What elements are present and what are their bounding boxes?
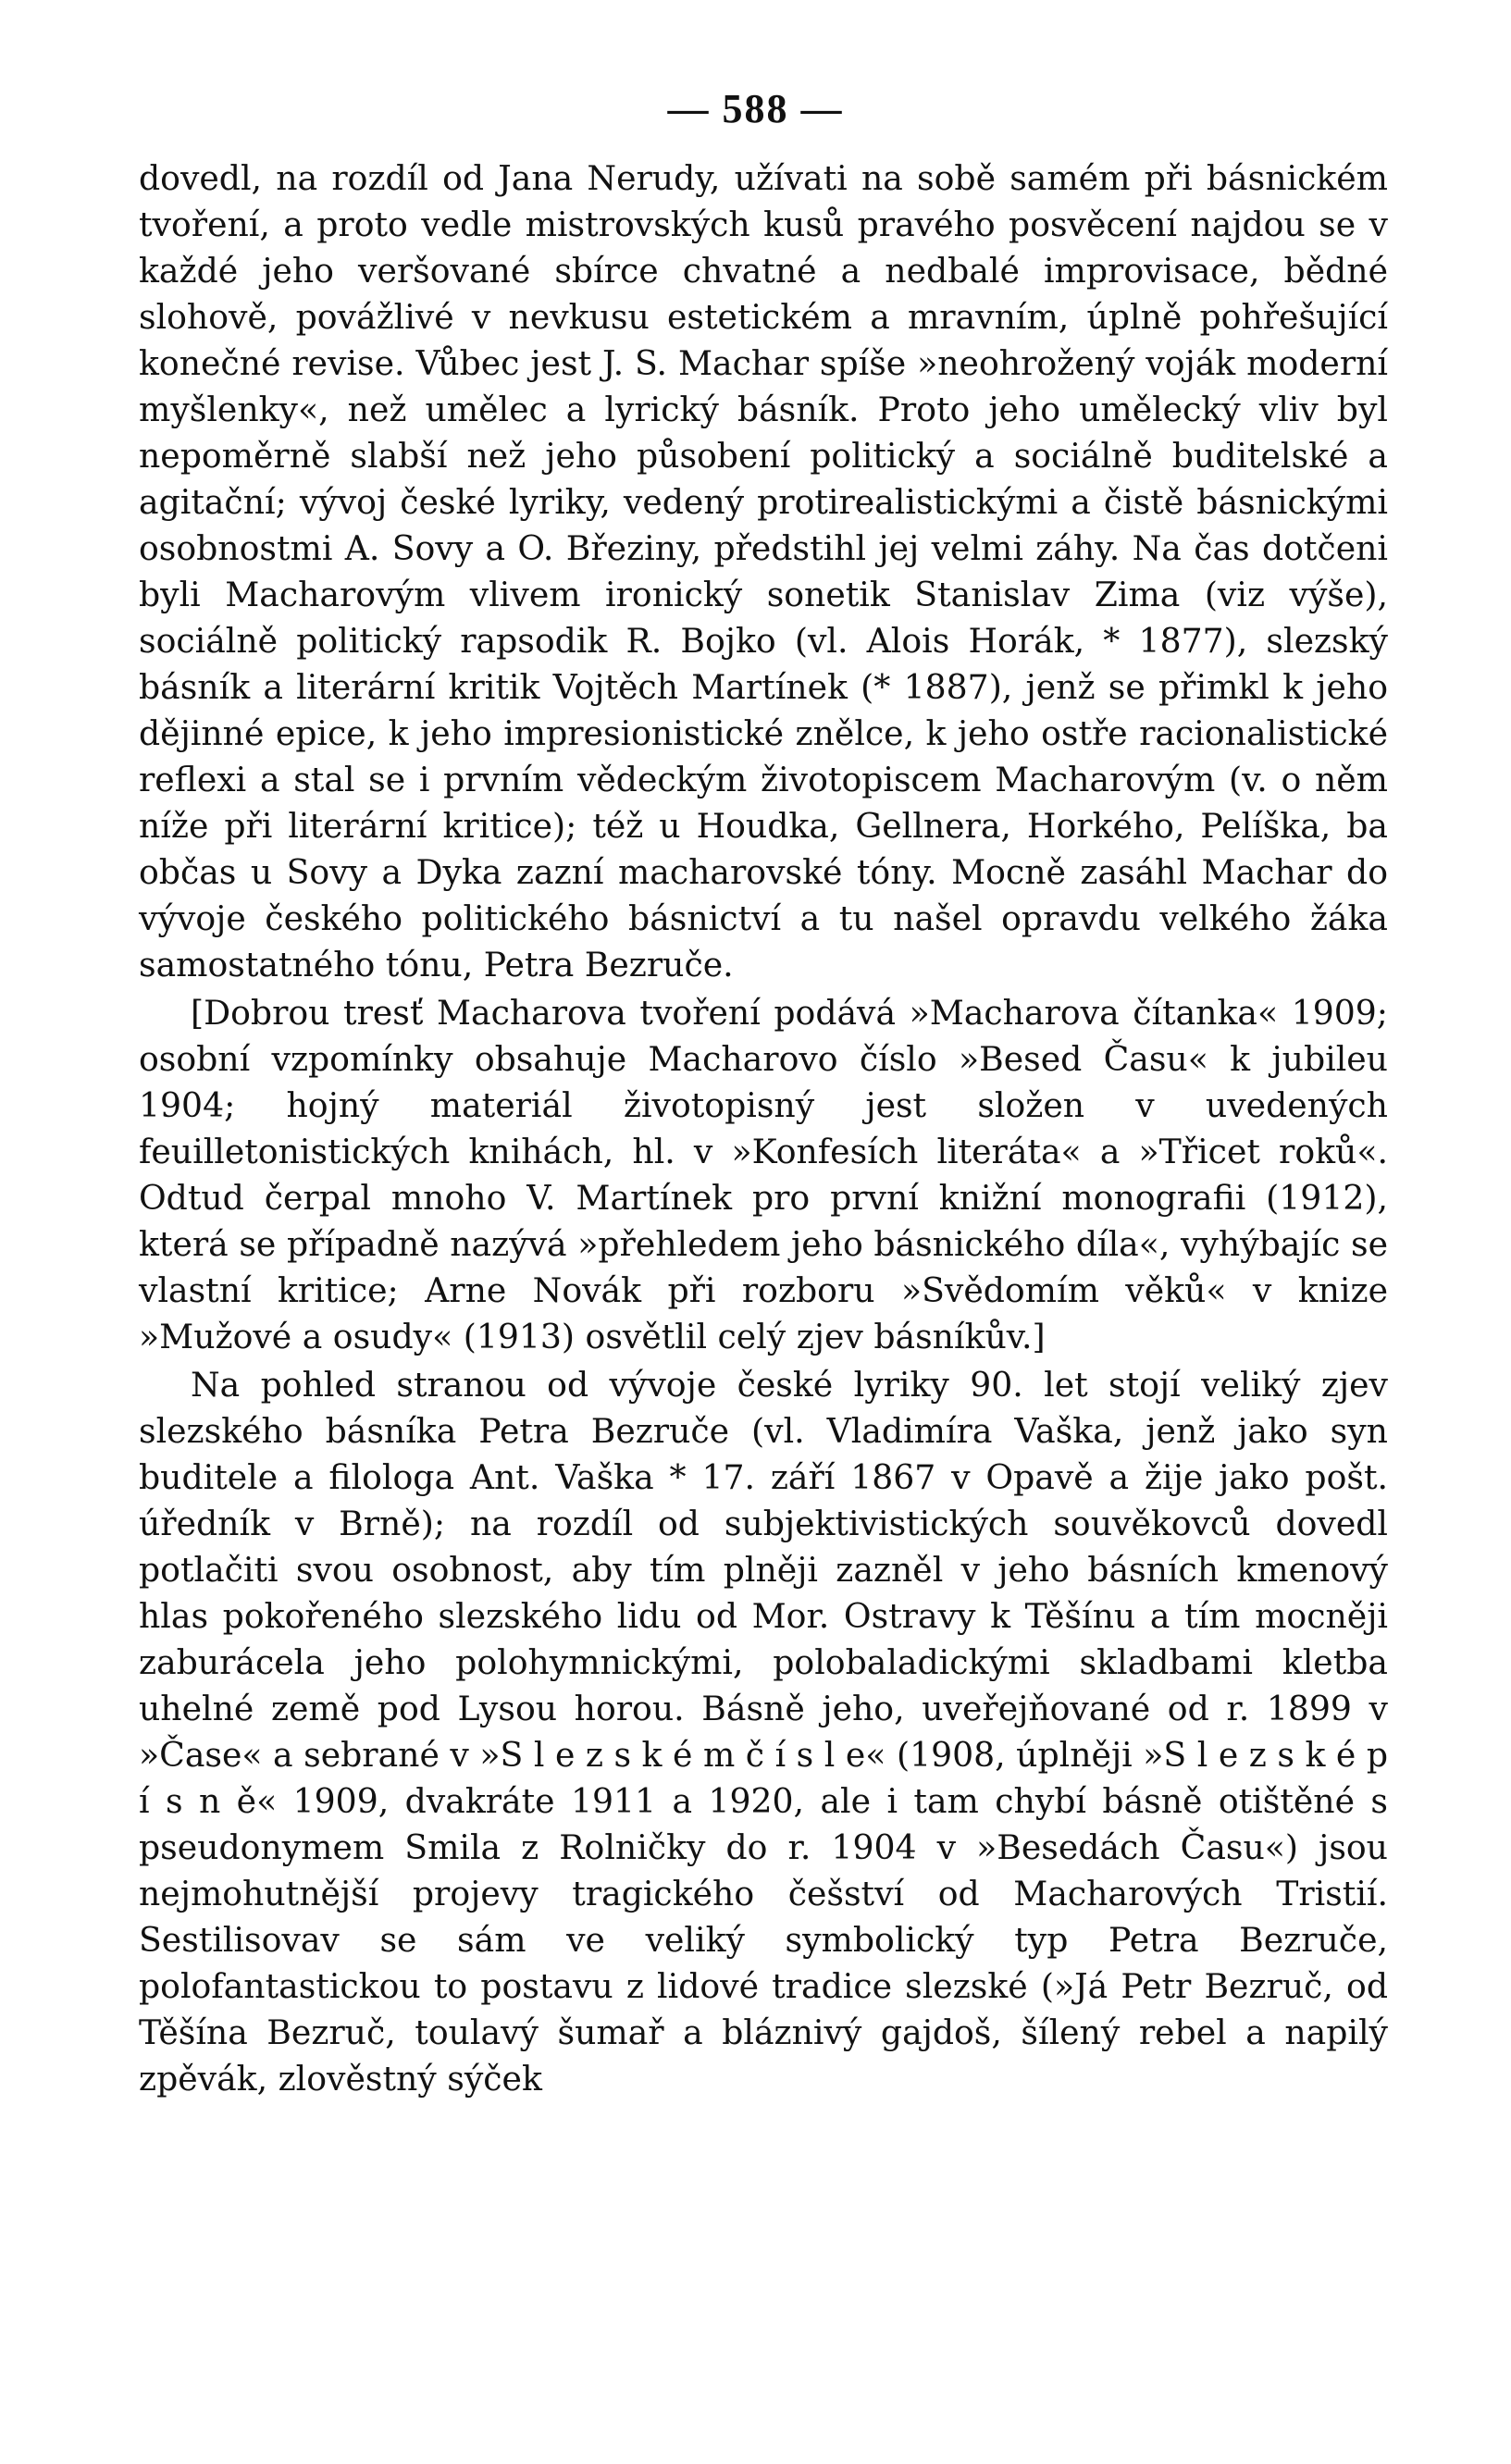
- page-number: — 588 —: [667, 86, 844, 131]
- paragraph-machar-influence: dovedl, na rozdíl od Jana Nerudy, užívati na sobě samém při básnickém tvoření, a proto vedle mistrovských kusů pravého posvěcení najdou se v každé jeho veršované sbírce chvatné a nedbalé improvisace, bědné slohově, povážlivé v nevkusu estetickém a mravním, úplně pohřešující konečné revise. Vůbec jest J. S. Machar spíše »neohrožený voják moderní myšlenky«, než umělec a lyrický básník. Proto jeho umělecký vliv byl nepoměrně slabší než jeho působení politický a sociálně buditelské a agitační; vývoj české lyriky, vedený protirealistickými a čistě básnickými osobnostmi A. Sovy a O. Březiny, předstihl jej velmi záhy. Na čas dotčeni byli Macharovým vlivem ironický sonetik Stanislav Zima (viz výše), sociálně politický rapsodik R. Bojko (vl. Alois Horák, * 1877), slezský básník a literární kritik Vojtěch Martínek (* 1887), jenž se přimkl k jeho dějinné epice, k jeho impresionistické znělce, k jeho ostře racionalistické reflexi a stal se i prvním vědeckým životopiscem Macharovým (v. o něm níže při literární kritice); též u Houdka, Gellnera, Horkého, Pelíška, ba občas u Sovy a Dyka zazní macharovské tóny. Mocně zasáhl Machar do vývoje českého politického básnictví a tu našel opravdu velkého žáka samostatného tónu, Petra Bezruče.: [139, 158, 1388, 984]
- paragraph-bibliography-note: [Dobrou tresť Macharova tvoření podává »Macharova čítanka« 1909; osobní vzpomínky obsahuje Macharovo číslo »Besed Času« k jubileu 1904; hojný materiál životopisný jest složen v uvedených feuilletonistických knihách, hl. v »Konfesích literáta« a »Třicet roků«. Odtud čerpal mnoho V. Martínek pro první knižní monografii (1912), která se případně nazývá »přehledem jeho básnického díla«, vyhýbajíc se vlastní kritice; Arne Novák při rozboru »Svědomím věků« v knize »Mužové a osudy« (1913) osvětlil celý zjev básníkův.]: [139, 993, 1388, 1356]
- paragraph-bezruc: Na pohled stranou od vývoje české lyriky 90. let stojí veliký zjev slezského básníka Petra Bezruče (vl. Vladimíra Vaška, jenž jako syn buditele a filologa Ant. Vaška * 17. září 1867 v Opavě a žije jako pošt. úředník v Brně); na rozdíl od subjektivistických souvěkovců dovedl potlačiti svou osobnost, aby tím plněji zazněl v jeho básních kmenový hlas pokořeného slezského lidu od Mor. Ostravy k Těšínu a tím mocněji zaburácela jeho polohymnickými, polobaladickými skladbami kletba uhelné země pod Lysou horou. Básně jeho, uveřejňované od r. 1899 v »Čase« a sebrané v »S l e z s k é m č í s l e« (1908, úplněji »S l e z s k é p í s n ě« 1909, dvakráte 1911 a 1920, ale i tam chybí básně otištěné s pseudonymem Smila z Rolničky do r. 1904 v »Besedách Času«) jsou nejmohutnější projevy tragického češství od Macharových Tristií. Sestilisovav se sám ve veliký symbolický typ Petra Bezruče, polofantastickou to postavu z lidové tradice slezské (»Já Petr Bezruč, od Těšína Bezruč, toulavý šumař a bláznivý gajdoš, šílený rebel a napilý zpěvák, zlověstný sýček: [139, 1365, 1388, 2099]
- text-column: [139, 155, 1388, 2102]
